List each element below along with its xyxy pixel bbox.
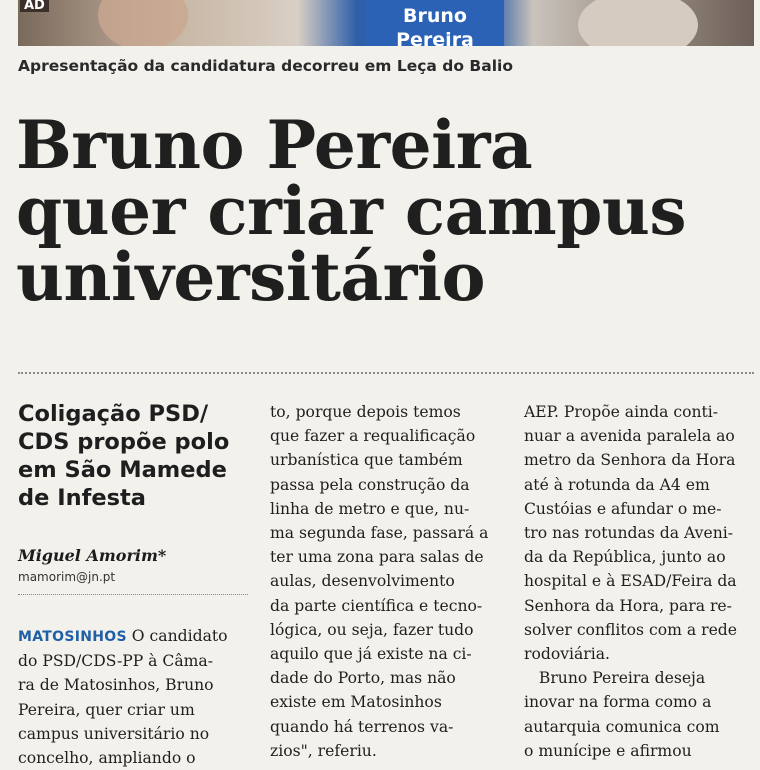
body-column-1 xyxy=(18,624,250,770)
byline-divider xyxy=(18,594,248,595)
body-line: ma segunda fase, passará a xyxy=(270,524,489,543)
body-line: hospital e à ESAD/Feira da xyxy=(524,572,737,591)
photo-person-right xyxy=(578,0,698,46)
body-column-2 xyxy=(270,400,504,763)
section-divider xyxy=(18,372,754,374)
subhead-line-3: em São Mamede xyxy=(18,457,227,483)
photo-name-panel xyxy=(366,0,504,46)
body-line: linha de metro e que, nu- xyxy=(270,499,470,518)
headline-line-1: Bruno Pereira xyxy=(16,106,533,184)
body-line: que fazer a requalificação xyxy=(270,427,476,446)
body-line: da parte científica e tecno- xyxy=(270,596,483,615)
body-line: autarquia comunica com xyxy=(524,717,720,736)
subhead-block xyxy=(18,400,250,512)
body-column-3 xyxy=(524,400,760,763)
body-text: O candidato xyxy=(126,627,228,645)
body-line: aquilo que já existe na ci- xyxy=(270,645,472,664)
photo-caption: Apresentação da candidatura decorreu em Leça do Balio xyxy=(18,57,513,75)
body-line: campus universitário no xyxy=(18,724,210,743)
body-line: quando há terrenos va- xyxy=(270,717,454,736)
byline-email: mamorim@jn.pt xyxy=(18,570,116,584)
body-line: até à rotunda da A4 em xyxy=(524,475,710,494)
article-photo xyxy=(18,0,754,46)
headline xyxy=(16,106,756,316)
body-line: lógica, ou seja, fazer tudo xyxy=(270,620,474,639)
headline-line-3: universitário xyxy=(16,238,486,316)
body-line: tro nas rotundas da Aveni- xyxy=(524,524,734,543)
photo-panel-text xyxy=(366,4,504,46)
body-line: nuar a avenida paralela ao xyxy=(524,427,735,446)
photo-panel-line-2: Pereira xyxy=(396,29,474,46)
body-line: rodoviária. xyxy=(524,645,611,664)
photo-person-left xyxy=(98,0,188,46)
body-line: passa pela construção da xyxy=(270,475,470,494)
body-line: Senhora da Hora, para re- xyxy=(524,596,732,615)
body-line: metro da Senhora da Hora xyxy=(524,451,736,470)
subhead-line-1: Coligação PSD/ xyxy=(18,401,209,427)
body-line: do PSD/CDS-PP à Câma- xyxy=(18,652,213,671)
body-line: concelho, ampliando o xyxy=(18,749,196,768)
body-line: Custóias e afundar o me- xyxy=(524,499,722,518)
body-line: to, porque depois temos xyxy=(270,403,461,421)
body-line: existe em Matosinhos xyxy=(270,693,442,712)
body-line: urbanística que também xyxy=(270,451,463,470)
body-line: ter uma zona para salas de xyxy=(270,548,484,567)
body-line: ra de Matosinhos, Bruno xyxy=(18,676,214,695)
byline-author: Miguel Amorim* xyxy=(18,546,167,565)
body-line: AEP. Propõe ainda conti- xyxy=(524,403,719,421)
subhead-line-4: de Infesta xyxy=(18,485,146,511)
subhead xyxy=(18,400,250,512)
body-line: Bruno Pereira deseja xyxy=(524,669,706,688)
body-line: o munícipe e afirmou xyxy=(524,741,692,760)
subhead-line-2: CDS propõe polo xyxy=(18,429,230,455)
body-line xyxy=(18,624,250,649)
body-line: aulas, desenvolvimento xyxy=(270,572,455,591)
newspaper-logo: AD xyxy=(20,0,49,12)
body-line: Pereira, quer criar um xyxy=(18,700,195,719)
dateline-place: MATOSINHOS xyxy=(18,629,127,645)
body-line: da da República, junto ao xyxy=(524,548,726,567)
photo-panel-line-1: Bruno xyxy=(403,5,467,27)
body-line: dade do Porto, mas não xyxy=(270,669,456,688)
body-line: inovar na forma como a xyxy=(524,693,712,712)
body-line: solver conflitos com a rede xyxy=(524,620,738,639)
body-line: zios", referiu. xyxy=(270,741,377,760)
headline-line-2: quer criar campus xyxy=(16,172,686,250)
